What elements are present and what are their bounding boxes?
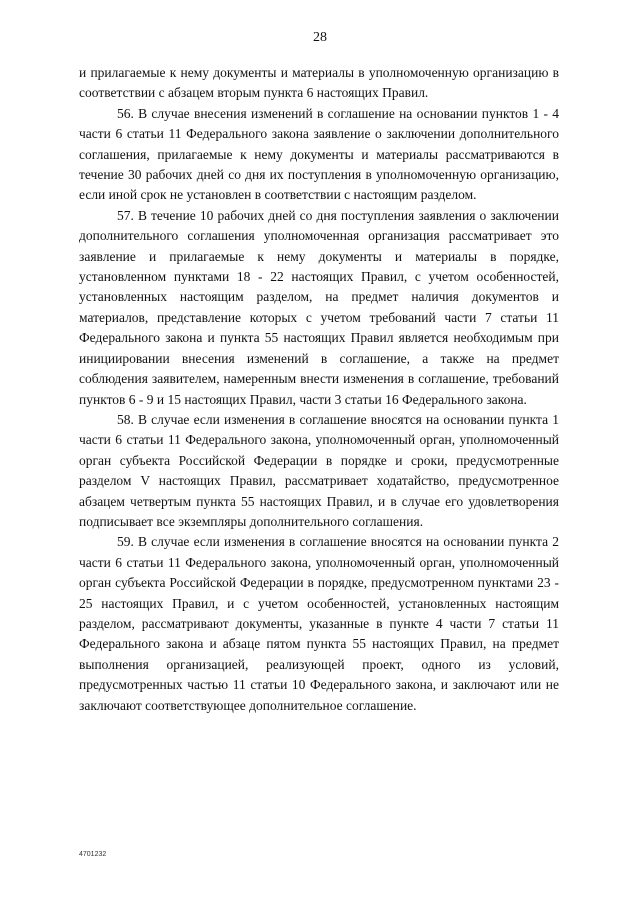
page-number: 28 (313, 30, 327, 45)
document-code: 4701232 (79, 851, 107, 858)
paragraph-57: 57. В течение 10 рабочих дней со дня поступления заявления о заключении дополнительного соглашения уполномоченная организация рассматривает это заявление и прилагаемые к нему документы и материалы в порядке, установленном пунктами 18 - 22 настоящих Правил, с учетом особенностей, установленных настоящим разделом, на предмет наличия документов и материалов, представление которых с учетом требований части 7 статьи 11 Федерального закона и пункта 55 настоящих Правил является необходимым при инициировании внесения изменений в соглашение, а также на предмет соблюдения заявителем, намеренным внести изменения в соглашение, требований пунктов 6 - 9 и 15 настоящих Правил, части 3 статьи 16 Федерального закона. (79, 207, 559, 407)
paragraph-continuation: и прилагаемые к нему документы и материалы в уполномоченную организацию в соответствии с абзацем вторым пункта 6 настоящих Правил. (79, 65, 559, 101)
paragraph-59: 59. В случае если изменения в соглашение вносятся на основании пункта 2 части 6 статьи 11 Федерального закона, уполномоченный орган, уполномоченный орган субъекта Российской Федерации в порядке, предусмотренном пунктами 23 - 25 настоящих Правил, и с учетом особенностей, установленных настоящим разделом, рассматривают документы, указанные в пункте 4 части 7 статьи 11 Федерального закона и абзаце пятом пункта 55 настоящих Правил, на предмет выполнения организацией, реализующей проект, одного из условий, предусмотренных частью 11 статьи 10 Федерального закона, и заключают или не заключают соответствующее дополнительное соглашение. (79, 534, 559, 713)
paragraph-58: 58. В случае если изменения в соглашение вносятся на основании пункта 1 части 6 статьи 11 Федерального закона, уполномоченный орган, уполномоченный орган субъекта Российской Федерации в порядке и сроки, предусмотренные разделом V настоящих Правил, рассматривает ходатайство, предусмотренное абзацем четвертым пункта 55 настоящих Правил, и в случае его удовлетворения подписывает все экземпляры дополнительного соглашения. (79, 411, 559, 529)
paragraph-56: 56. В случае внесения изменений в соглашение на основании пунктов 1 - 4 части 6 статьи 11 Федерального закона заявление о заключении дополнительного соглашения, прилагаемые к нему документы и материалы рассматриваются в течение 30 рабочих дней со дня их поступления в уполномоченную организацию, если иной срок не установлен в соответствии с настоящим разделом. (79, 105, 559, 203)
document-body (79, 63, 559, 716)
